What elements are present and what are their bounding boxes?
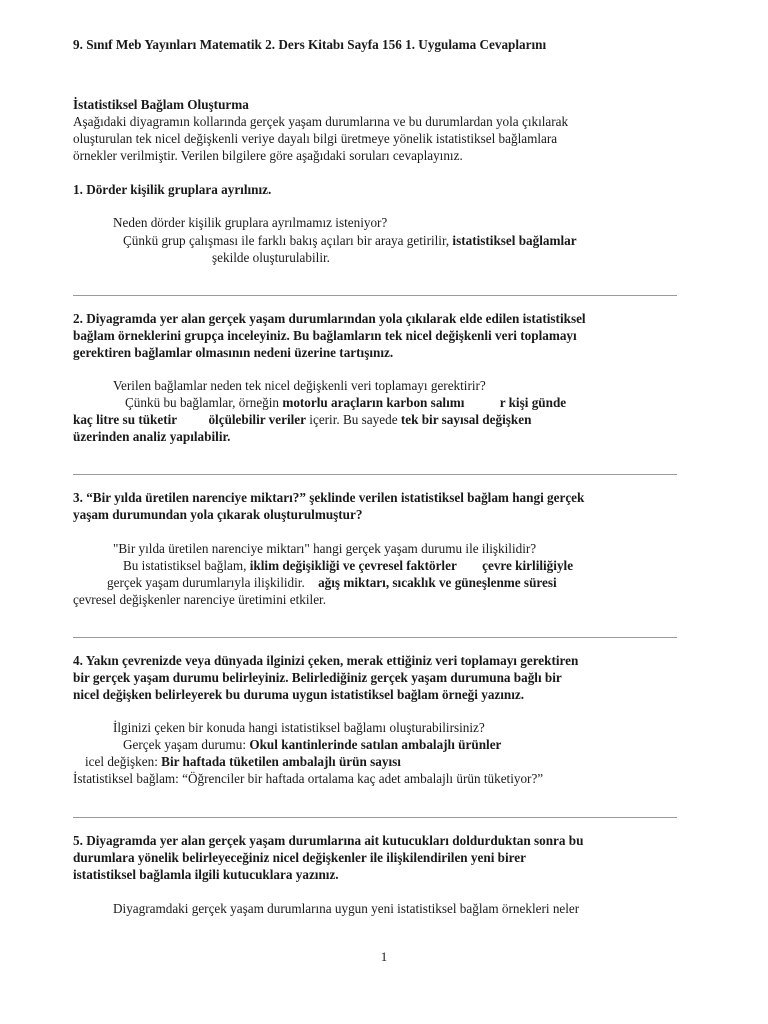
question-3-line: yaşam durumundan yola çıkarak oluşturulmuştur? [73, 507, 363, 522]
answer-bold: r kişi günde [499, 395, 567, 410]
divider [73, 637, 677, 638]
question-2-line: bağlam örneklerini grupça inceleyiniz. Bu bağlamların tek nicel değişkenli veri toplamayı [73, 328, 577, 343]
answer-bold: istatistiksel bağlamlar [452, 233, 577, 248]
divider [73, 817, 677, 818]
answer-bold: Okul kantinlerinde satılan ambalajlı ürünler [249, 737, 502, 752]
question-5-line: 5. Diyagramda yer alan gerçek yaşam durumlarına ait kutucukları doldurduktan sonra bu [73, 833, 584, 848]
answer-text: içerir. Bu sayede [309, 412, 398, 427]
answer-text: icel değişken: [85, 754, 158, 769]
answer-bold: iklim değişikliği ve çevresel faktörler [249, 558, 457, 573]
question-5-line: istatistiksel bağlamla ilgili kutucuklara yazınız. [73, 867, 339, 882]
page-number: 1 [380, 949, 388, 964]
answer-text: Bu istatistiksel bağlam, [123, 558, 247, 573]
question-5-line: durumlara yönelik belirleyeceğiniz nicel değişkenler ile ilişkilendirilen yeni birer [73, 850, 526, 865]
answer-bold: tek bir sayısal değişken [400, 412, 532, 427]
question-1: 1. Dörder kişilik gruplara ayrılınız. [73, 182, 272, 197]
intro-line: oluşturulan tek nicel değişkenli veriye dayalı bilgi üretmeye yönelik istatistiksel bağlamlara [73, 131, 558, 146]
question-4-line: 4. Yakın çevrenizde veya dünyada ilginizi çeken, merak ettiğiniz veri toplamayı gerektiren [73, 653, 579, 668]
intro-line: örnekler verilmiştir. Verilen bilgilere göre aşağıdaki soruları cevaplayınız. [73, 148, 463, 163]
answer-text: Çünkü bu bağlamlar, örneğin [125, 395, 280, 410]
question-2-answer-line [125, 394, 566, 411]
answer-bold: ağış miktarı, sıcaklık ve güneşlenme süresi [318, 575, 557, 590]
intro-line: Aşağıdaki diyagramın kollarında gerçek yaşam durumlarına ve bu durumlardan yola çıkılarak [73, 114, 569, 129]
question-3-answer-line: çevresel değişkenler narenciye üretimini etkiler. [73, 592, 327, 607]
answer-bold: Bir haftada tüketilen ambalajlı ürün sayısı [161, 754, 401, 769]
question-3-answer-line [123, 557, 573, 574]
section-heading: İstatistiksel Bağlam Oluşturma [73, 97, 249, 112]
question-2-answer-line [73, 411, 531, 428]
answer-text: Gerçek yaşam durumu: [123, 737, 247, 752]
question-2-line: gerektiren bağlamlar olmasının nedeni üzerine tartışınız. [73, 345, 394, 360]
question-3-prompt: "Bir yılda üretilen narenciye miktarı" hangi gerçek yaşam durumu ile ilişkilidir? [113, 541, 537, 556]
divider [73, 295, 677, 296]
question-4-prompt: İlginizi çeken bir konuda hangi istatistiksel bağlamı oluşturabilirsiniz? [113, 720, 485, 735]
question-3-line: 3. “Bir yılda üretilen narenciye miktarı?” şeklinde verilen istatistiksel bağlam hangi gerçek [73, 490, 585, 505]
answer-text: gerçek yaşam durumlarıyla ilişkilidir. [107, 575, 305, 590]
divider [73, 474, 677, 475]
question-1-prompt: Neden dörder kişilik gruplara ayrılmamız isteniyor? [113, 215, 388, 230]
question-2-answer-line: üzerinden analiz yapılabilir. [73, 429, 231, 444]
question-1-answer-line [123, 232, 577, 249]
question-1-answer-line: şekilde oluşturulabilir. [212, 250, 330, 265]
question-4-answer-line [85, 753, 401, 770]
question-4-line: nicel değişken belirleyerek bu duruma uygun istatistiksel bağlam örneği yazınız. [73, 687, 525, 702]
answer-bold: çevre kirliliğiyle [482, 558, 574, 573]
question-5-prompt: Diyagramdaki gerçek yaşam durumlarına uygun yeni istatistiksel bağlam örnekleri neler [113, 901, 580, 916]
answer-bold: motorlu araçların karbon salımı [282, 395, 465, 410]
document-title: 9. Sınıf Meb Yayınları Matematik 2. Ders Kitabı Sayfa 156 1. Uygulama Cevaplarını [73, 37, 547, 52]
question-4-answer-line: İstatistiksel bağlam: “Öğrenciler bir haftada ortalama kaç adet ambalajlı ürün tüketiyor?” [73, 771, 544, 786]
question-3-answer-line [107, 574, 557, 591]
question-2-line: 2. Diyagramda yer alan gerçek yaşam durumlarından yola çıkılarak elde edilen istatistiksel [73, 311, 586, 326]
answer-bold: ölçülebilir veriler [208, 412, 306, 427]
question-2-prompt: Verilen bağlamlar neden tek nicel değişkenli veri toplamayı gerektirir? [113, 378, 486, 393]
question-4-line: bir gerçek yaşam durumu belirleyiniz. Belirlediğiniz gerçek yaşam durumuna bağlı bir [73, 670, 562, 685]
answer-text: Çünkü grup çalışması ile farklı bakış açıları bir araya getirilir, [123, 233, 450, 248]
answer-bold: kaç litre su tüketir [73, 412, 178, 427]
question-4-answer-line [123, 736, 501, 753]
